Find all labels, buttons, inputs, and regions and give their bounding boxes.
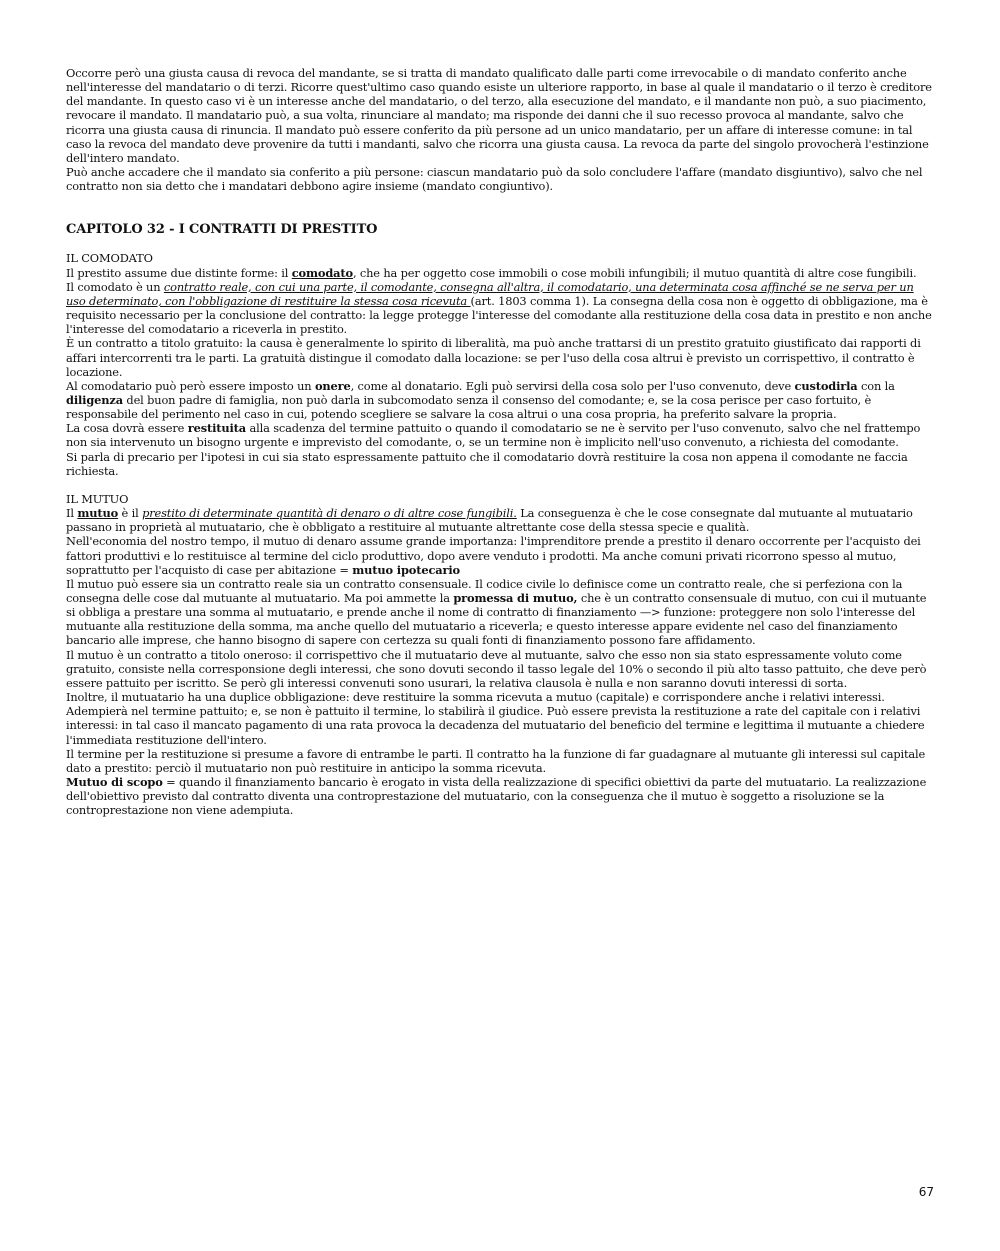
paragraph: Può anche accadere che il mandato sia conferito a più persone: ciascun mandatario può da solo concludere l'affare (mandato disgiuntivo), salvo che nel contratto non sia detto che i mandatari debbono agire insieme (mandato congiuntivo). [66, 165, 923, 194]
paragraph [66, 577, 934, 648]
term-custodirla: custodirla [794, 378, 858, 393]
page-number: 67 [918, 1185, 934, 1199]
text: , che ha per oggetto cose immobili o cose mobili infungibili; il mutuo quantità di altre cose fungibili. [352, 265, 917, 280]
text: (art. 1803 comma 1). La consegna della cosa non è oggetto di obbligazione, ma è requisito necessario per la conclusione del contratto: la legge protegge l'interesse del comodante alla restituzione della cosa data in prestito e non anche l'interesse del comodatario a riceverla in prestito. [66, 293, 932, 337]
definition-comodato: contratto reale, con cui una parte, il comodante, consegna all'altra, il comodatario, una determinata cosa affinché se ne serva per un uso determinato, con l'obbligazione di restituire la stessa cosa ricevuta [66, 279, 914, 308]
text: con la [857, 378, 895, 393]
text: che è un contratto consensuale di mutuo, con cui il mutuante si obbliga a prestare una somma al mutuatario, e prende anche il nome di contratto di finanziamento —> funzione: proteggere non solo l'interesse del mutuante alla restituzione della somma, ma anche quello del mutuatario a riceverla; e questo interesse appare evidente nel caso del finanziamento bancario alle imprese, che hanno bisogno di sapere con certezza su quali fonti di finanziamento possono fare affidamento. [66, 591, 927, 648]
paragraph: Adempierà nel termine pattuito; e, se non è pattuito il termine, lo stabilirà il giudice. Può essere prevista la restituzione a rate del capitale con i relativi interessi: in tal caso il mancato pagamento di una rata provoca la decadenza del mutuatario del beneficio del termine e legittima il mutuante a chiedere l'immediata restituzione dell'intero. [66, 704, 925, 747]
term-promessa-di-mutuo: promessa di mutuo, [453, 591, 578, 605]
paragraph [66, 506, 934, 534]
text: Il mutuo può essere sia un contratto reale sia un contratto consensuale. Il codice civile lo definisce come un contratto reale, che si perfeziona con la consegna delle cose dal mutuante al mutuatario. Ma poi ammette la [66, 576, 903, 605]
paragraph [66, 379, 934, 421]
paragraph: Il termine per la restituzione si presume a favore di entrambe le parti. Il contratto ha la funzione di far guadagnare al mutuante gli interessi sul capitale dato a prestito: perciò il mutuatario non può restituire in anticipo la somma ricevuta. [66, 746, 926, 775]
term-onere: onere [314, 378, 351, 393]
text: del buon padre di famiglia, non può darla in subcomodato senza il consenso del comodante; e, se la cosa perisce per caso fortuito, è responsabile del perimento nel caso in cui, potendo scegliere se salvare la cosa altrui o una cosa propria, ha preferito salvare la propria. [66, 392, 872, 422]
paragraph [66, 534, 934, 576]
paragraph: È un contratto a titolo gratuito: la causa è generalmente lo spirito di liberalità, ma può anche trattarsi di un prestito gratuito giustificato dai rapporti di affari intercorrenti tra le parti. La gratuità distingue il comodato dalla locazione: se per l'uso della cosa altrui è previsto un corrispettivo, il contratto è locazione. [66, 336, 921, 379]
paragraph: Il mutuo è un contratto a titolo oneroso: il corrispettivo che il mutuatario deve al mutuante, salvo che esso non sia stato espressamente voluto come gratuito, consiste nella corresponsione degli interessi, che sono dovuti secondo il tasso legale del 10% o secondo il più alto tasso pattuito, che deve però essere pattuito per iscritto. Se però gli interessi convenuti sono usurari, la relativa clausola è nulla e non saranno dovuti interessi di sorta. [66, 647, 927, 690]
text: La conseguenza è che le cose consegnate dal mutuante al mutuatario passano in proprietà al mutuatario, che è obbligato a restituire al mutuante altrettante cose della stessa specie e qualità. [66, 506, 913, 535]
section-heading-comodato: IL COMODATO [66, 251, 153, 266]
term-mutuo-di-scopo: Mutuo di scopo [66, 775, 163, 790]
term-mutuo: mutuo [77, 506, 119, 521]
term-diligenza: diligenza [66, 392, 123, 407]
document-page [66, 66, 934, 818]
text: Al comodatario può però essere imposto un [66, 378, 315, 393]
term-mutuo-ipotecario: mutuo ipotecario [352, 562, 460, 577]
paragraph [66, 280, 934, 337]
text: , come al donatario. Egli può servirsi della cosa solo per l'uso convenuto, deve [350, 378, 795, 393]
text: = quando il finanziamento bancario è erogato in vista della realizzazione di specifici obiettivi da parte del mutuatario. La realizzazione dell'obiettivo previsto dal contratto diventa una controprestazione del mutuatario, con la conseguenza che il mutuo è soggetto a risoluzione se la controprestazione non viene adempiuta. [66, 775, 927, 818]
text: Il prestito assume due distinte forme: il [66, 265, 292, 280]
paragraph: Si parla di precario per l'ipotesi in cui sia stato espressamente pattuito che il comodatario dovrà restituire la cosa non appena il comodante ne faccia richiesta. [66, 449, 908, 478]
spacer [66, 478, 934, 492]
text: Nell'economia del nostro tempo, il mutuo di denaro assume grande importanza: l'imprenditore prende a prestito il denaro occorrente per l'acquisto dei fattori produttivi e lo restituisce al termine del ciclo produttivo, dopo avere venduto i prodotti. Ma anche comuni privati ricorrono spesso al mutuo, soprattutto per l'acquisto di case per abitazione = [66, 534, 921, 577]
definition-mutuo: prestito di determinate quantità di denaro o di altre cose fungibili. [142, 506, 517, 521]
paragraph: Occorre però una giusta causa di revoca del mandante, se si tratta di mandato qualificato dalle parti come irrevocabile o di mandato conferito anche nell'interesse del mandatario o di terzi. Ricorre quest'ultimo caso quando esiste un ulteriore rapporto, in base al quale il mandatario o il terzo è creditore del mandante. In questo caso vi è un interesse anche del mandatario, o del terzo, alla esecuzione del mandato, e il mandante non può, a suo piacimento, revocare il mandato. Il mandatario può, a sua volta, rinunciare al mandato; ma risponde dei danni che il suo recesso provoca al mandante, salvo che ricorra una giusta causa di rinuncia. Il mandato può essere conferito da più persone ad un unico mandatario, per un affare di interesse comune: in tal caso la revoca del mandato deve provenire da tutti i mandanti, salvo che ricorra una giusta causa. La revoca da parte del singolo provocherà l'estinzione dell'intero mandato. [66, 66, 932, 165]
term-restituita: restituita [187, 421, 247, 436]
chapter-title: CAPITOLO 32 - I CONTRATTI DI PRESTITO [66, 222, 378, 238]
section-heading-mutuo: IL MUTUO [66, 491, 129, 506]
text: La cosa dovrà essere [66, 421, 188, 436]
text: alla scadenza del termine pattuito o quando il comodatario se ne è servito per l'uso convenuto, salvo che nel frattempo non sia intervenuto un bisogno urgente e imprevisto del comodante, o, se un termine non è implicito nell'uso convenuto, a richiesta del comodante. [66, 421, 921, 450]
term-comodato: comodato [291, 265, 353, 280]
paragraph [66, 421, 934, 449]
text: è il [118, 506, 143, 521]
paragraph [66, 775, 934, 817]
paragraph: Inoltre, il mutuatario ha una duplice obbligazione: deve restituire la somma ricevuta a mutuo (capitale) e corrispondere anche i relativi interessi. [66, 690, 885, 705]
text: Il [66, 506, 78, 521]
paragraph [66, 266, 934, 280]
text: Il comodato è un [66, 279, 164, 294]
